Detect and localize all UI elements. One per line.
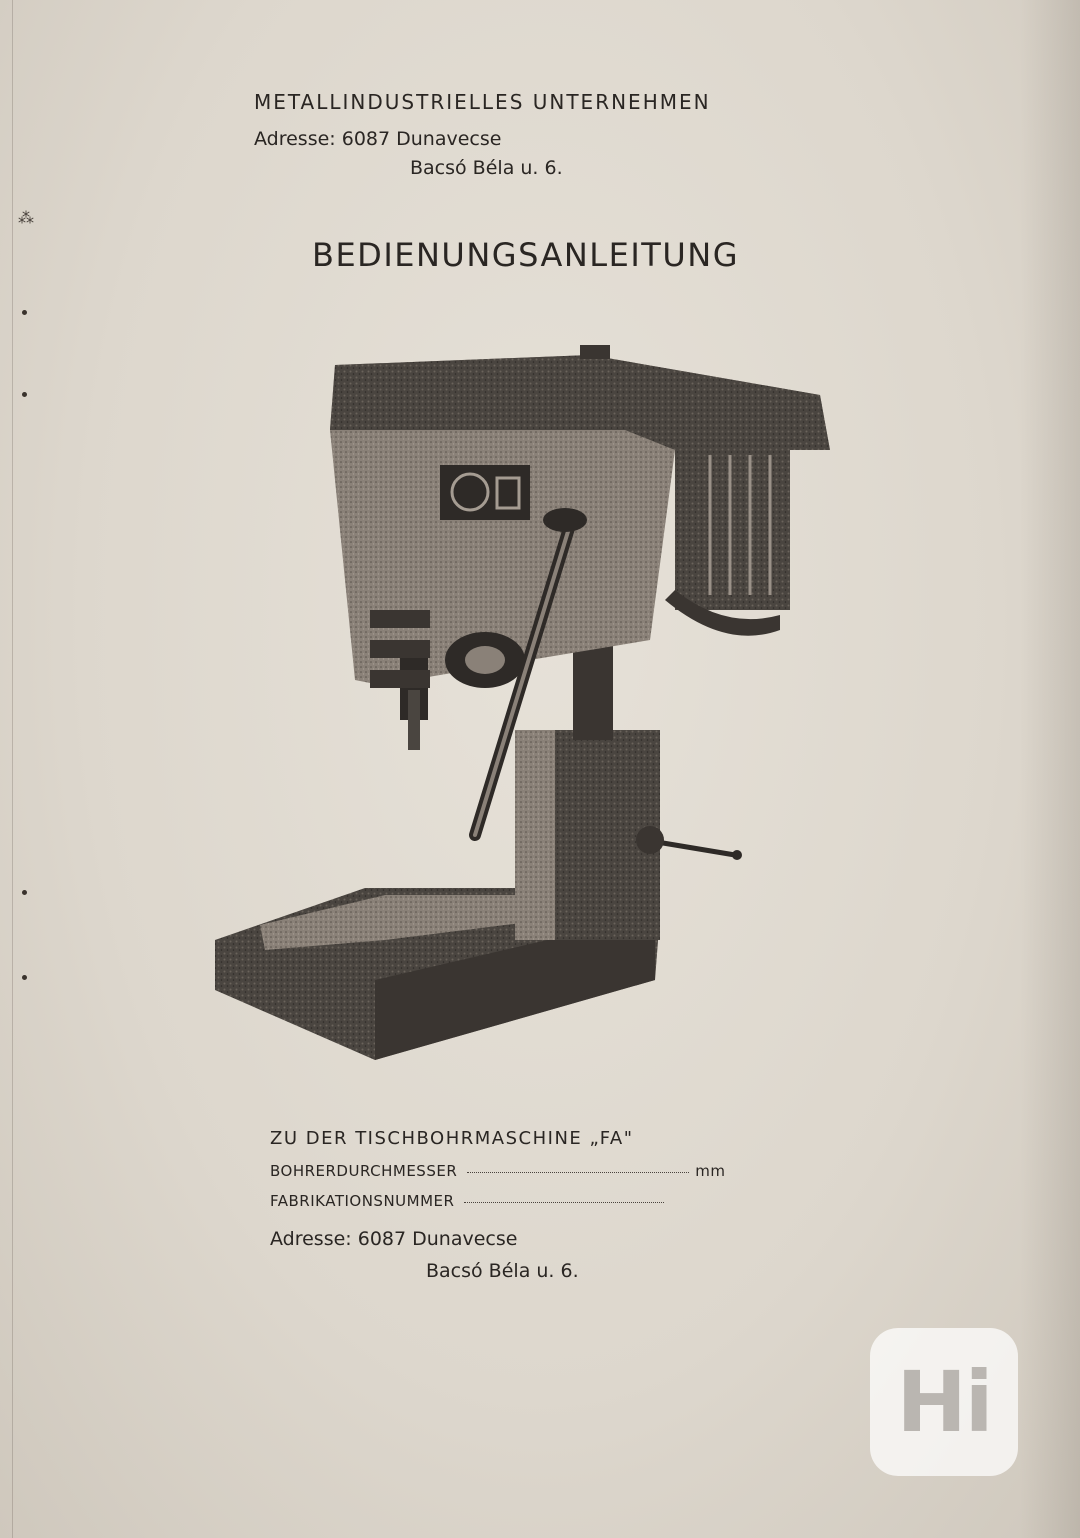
dotted-fill-line [464,1201,664,1203]
company-name: METALLINDUSTRIELLES UNTERNEHMEN [254,90,711,114]
margin-scribble: ⁂ [18,208,34,227]
binding-hole-mark [22,310,27,315]
drill-diameter-field [270,1162,726,1180]
binding-hole-mark [22,975,27,980]
drill-diameter-unit: mm [695,1162,726,1180]
dotted-fill-line [467,1171,689,1173]
footer-address-line2: Bacsó Béla u. 6. [426,1260,579,1282]
watermark-text: Hi [896,1353,992,1451]
binding-line [12,0,13,1538]
site-watermark-logo [870,1328,1018,1476]
serial-number-field [270,1192,664,1210]
document-title: BEDIENUNGSANLEITUNG [312,236,739,274]
serial-number-label: FABRIKATIONSNUMMER [270,1192,455,1210]
drill-diameter-label: BOHRERDURCHMESSER [270,1162,458,1180]
product-subtitle: ZU DER TISCHBOHRMASCHINE „FA" [270,1128,634,1149]
binding-hole-mark [22,392,27,397]
binding-hole-mark [22,890,27,895]
header-address-line2: Bacsó Béla u. 6. [410,157,563,179]
header-address-line1: Adresse: 6087 Dunavecse [254,128,502,150]
page-edge-shadow [1020,0,1080,1538]
footer-address-line1: Adresse: 6087 Dunavecse [270,1228,518,1250]
drill-press-photo [205,340,845,1070]
